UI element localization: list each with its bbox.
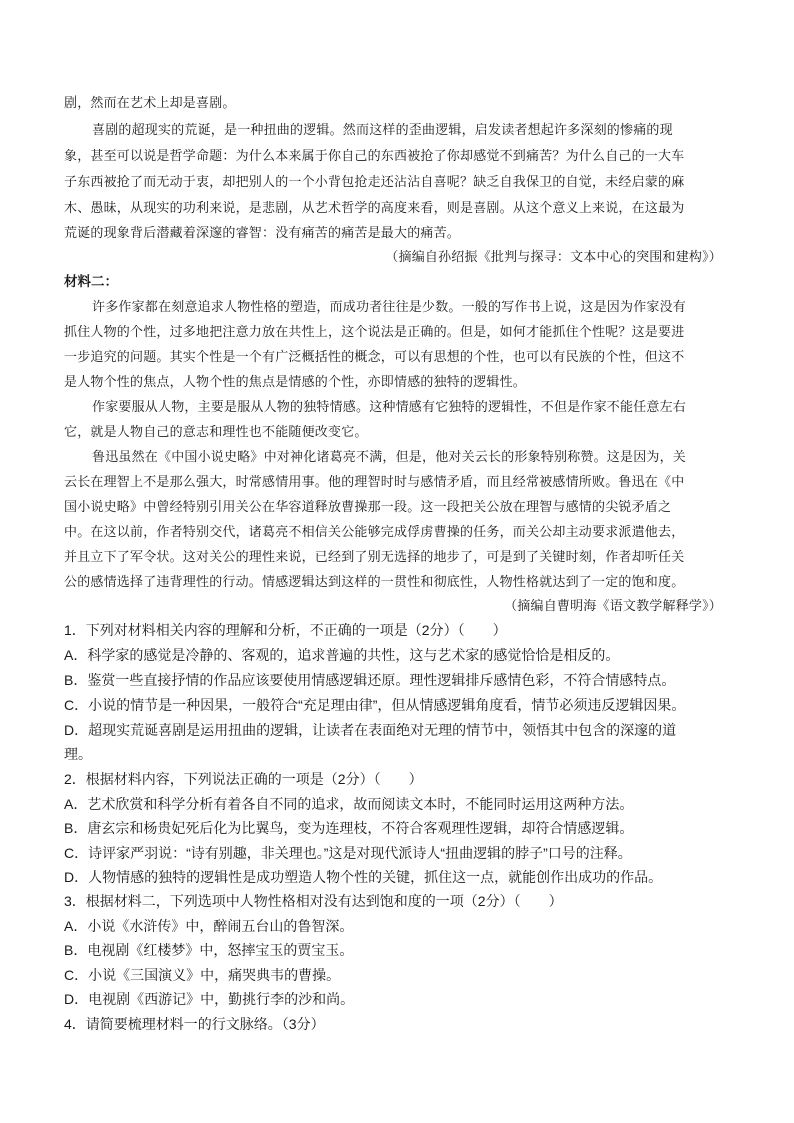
material1-line: 木、愚昧，从现实的功利来说，是悲剧，从艺术哲学的高度来看，则是喜剧。从这个意义上来说，在这最为 xyxy=(64,201,685,216)
material2-line: 是人物个性的焦点，人物个性的焦点是情感的个性，亦即情感的独特的逻辑性。 xyxy=(64,375,527,390)
material2-line: 许多作家都在刻意追求人物性格的塑造，而成功者往往是少数。一般的写作书上说，这是因为作家没有 xyxy=(92,300,687,315)
material2-line: 一步追究的问题。其实个性是一个有广泛概括性的概念，可以有思想的个性，也可以有民族的个性，但这不 xyxy=(64,350,685,365)
question-3-option-a: A．小说《水浒传》中，醉闹五台山的鲁智深。 xyxy=(64,918,354,934)
material2-source: （摘编自曹明海《语文教学解释学》） xyxy=(504,599,722,614)
material1-line: 荒诞的现象背后潜藏着深邃的睿智：没有痛苦的痛苦是最大的痛苦。 xyxy=(64,226,461,241)
material2-line: 国小说史略》中曾经特别引用关公在华容道释放曹操那一段。这一段把关公放在理智与感情的尖锐矛盾之 xyxy=(64,500,672,515)
material2-line: 作家要服从人物，主要是服从人物的独特情感。这种情感有它独特的逻辑性，不但是作家不能任意左右 xyxy=(92,400,687,415)
material2-line: 并且立下了军令状。这对关公的理性来说，已经到了别无选择的地步了，可是到了关键时刻，作者却听任关 xyxy=(64,550,685,565)
material1-line: 剧，然而在艺术上却是喜剧。 xyxy=(64,96,236,111)
question-3-option-c: C．小说《三国演义》中，痛哭典韦的曹操。 xyxy=(64,967,341,983)
question-1-option-d-cont: 理。 xyxy=(64,746,92,762)
question-3: 3．根据材料二，下列选项中人物性格相对没有达到饱和度的一项（2分）（ ） xyxy=(64,893,563,909)
material2-line: 鲁迅虽然在《中国小说史略》中对神化诸葛亮不满，但是，他对关云长的形象特别称赞。这是因为，关 xyxy=(92,450,687,465)
material2-line: 公的感情选择了违背理性的行动。情感逻辑达到这样的一贯性和彻底性，人物性格就达到了一定的饱和度。 xyxy=(64,575,685,590)
question-2-option-b: B．唐玄宗和杨贵妃死后化为比翼鸟，变为连理枝，不符合客观理性逻辑，却符合情感逻辑。 xyxy=(64,820,634,836)
material2-line: 抓住人物的个性，过多地把注意力放在共性上，这个说法是正确的。但是，如何才能抓住个性呢？这是要进 xyxy=(64,325,685,340)
question-1-option-c: C．小说的情节是一种因果，一般符合“充足理由律”，但从情感逻辑角度看，情节必须违反逻辑因果。 xyxy=(64,697,686,713)
material2-line: 它，就是人物自己的意志和理性也不能随便改变它。 xyxy=(64,425,368,440)
question-2-option-c: C．诗评家严羽说：“诗有别趣，非关理也。”这是对现代派诗人“扭曲逻辑的脖子”口号的注释。 xyxy=(64,845,632,861)
material2-heading: 材料二： xyxy=(64,274,118,290)
material1-line: 子东西被抢了而无动于衷，却把别人的一个小背包抢走还沾沾自喜呢？缺乏自我保卫的自觉，未经启蒙的麻 xyxy=(64,175,685,190)
question-1-option-d: D．超现实荒诞喜剧是运用扭曲的逻辑，让读者在表面绝对无理的情节中，领悟其中包含的深邃的道 xyxy=(64,722,677,738)
question-1-option-b: B．鉴赏一些直接抒情的作品应该要使用情感逻辑还原。理性逻辑排斥感情色彩，不符合情感特点。 xyxy=(64,672,676,688)
question-3-option-d: D．电视剧《西游记》中，勤挑行李的沙和尚。 xyxy=(64,991,355,1007)
material1-line: 喜剧的超现实的荒诞，是一种扭曲的逻辑。然而这样的歪曲逻辑，启发读者想起许多深刻的惨痛的现 xyxy=(92,123,673,138)
question-2: 2．根据材料内容，下列说法正确的一项是（2分）（ ） xyxy=(64,771,423,787)
material1-source: （摘编自孙绍振《批判与探寻：文本中心的突围和建构》） xyxy=(385,250,722,265)
question-2-option-a: A．艺术欣赏和科学分析有着各自不同的追求，故而阅读文本时，不能同时运用这两种方法。 xyxy=(64,796,634,812)
material2-line: 中。在这以前，作者特别交代，诸葛亮不相信关公能够完成俘虏曹操的任务，而关公却主动要求派遣他去， xyxy=(64,525,685,540)
question-1-option-a: A．科学家的感觉是冷静的、客观的，追求普遍的共性，这与艺术家的感觉恰恰是相反的。 xyxy=(64,647,620,663)
material2-line: 云长在理智上不是那么强大，时常感情用事。他的理智时时与感情矛盾，而且经常被感情所败。鲁迅在《中 xyxy=(64,475,685,490)
material1-line: 象，甚至可以说是哲学命题：为什么本来属于你自己的东西被抢了你却感觉不到痛苦？为什么自己的一大车 xyxy=(64,149,685,164)
question-3-option-b: B．电视剧《红楼梦》中，怒摔宝玉的贾宝玉。 xyxy=(64,942,354,958)
question-4: 4．请简要梳理材料一的行文脉络。（3分） xyxy=(64,1016,325,1032)
question-1: 1．下列对材料相关内容的理解和分析，不正确的一项是（2分）（ ） xyxy=(64,622,507,638)
question-2-option-d: D．人物情感的独特的逻辑性是成功塑造人物个性的关键，抓住这一点，就能创作出成功的作品。 xyxy=(64,869,663,885)
